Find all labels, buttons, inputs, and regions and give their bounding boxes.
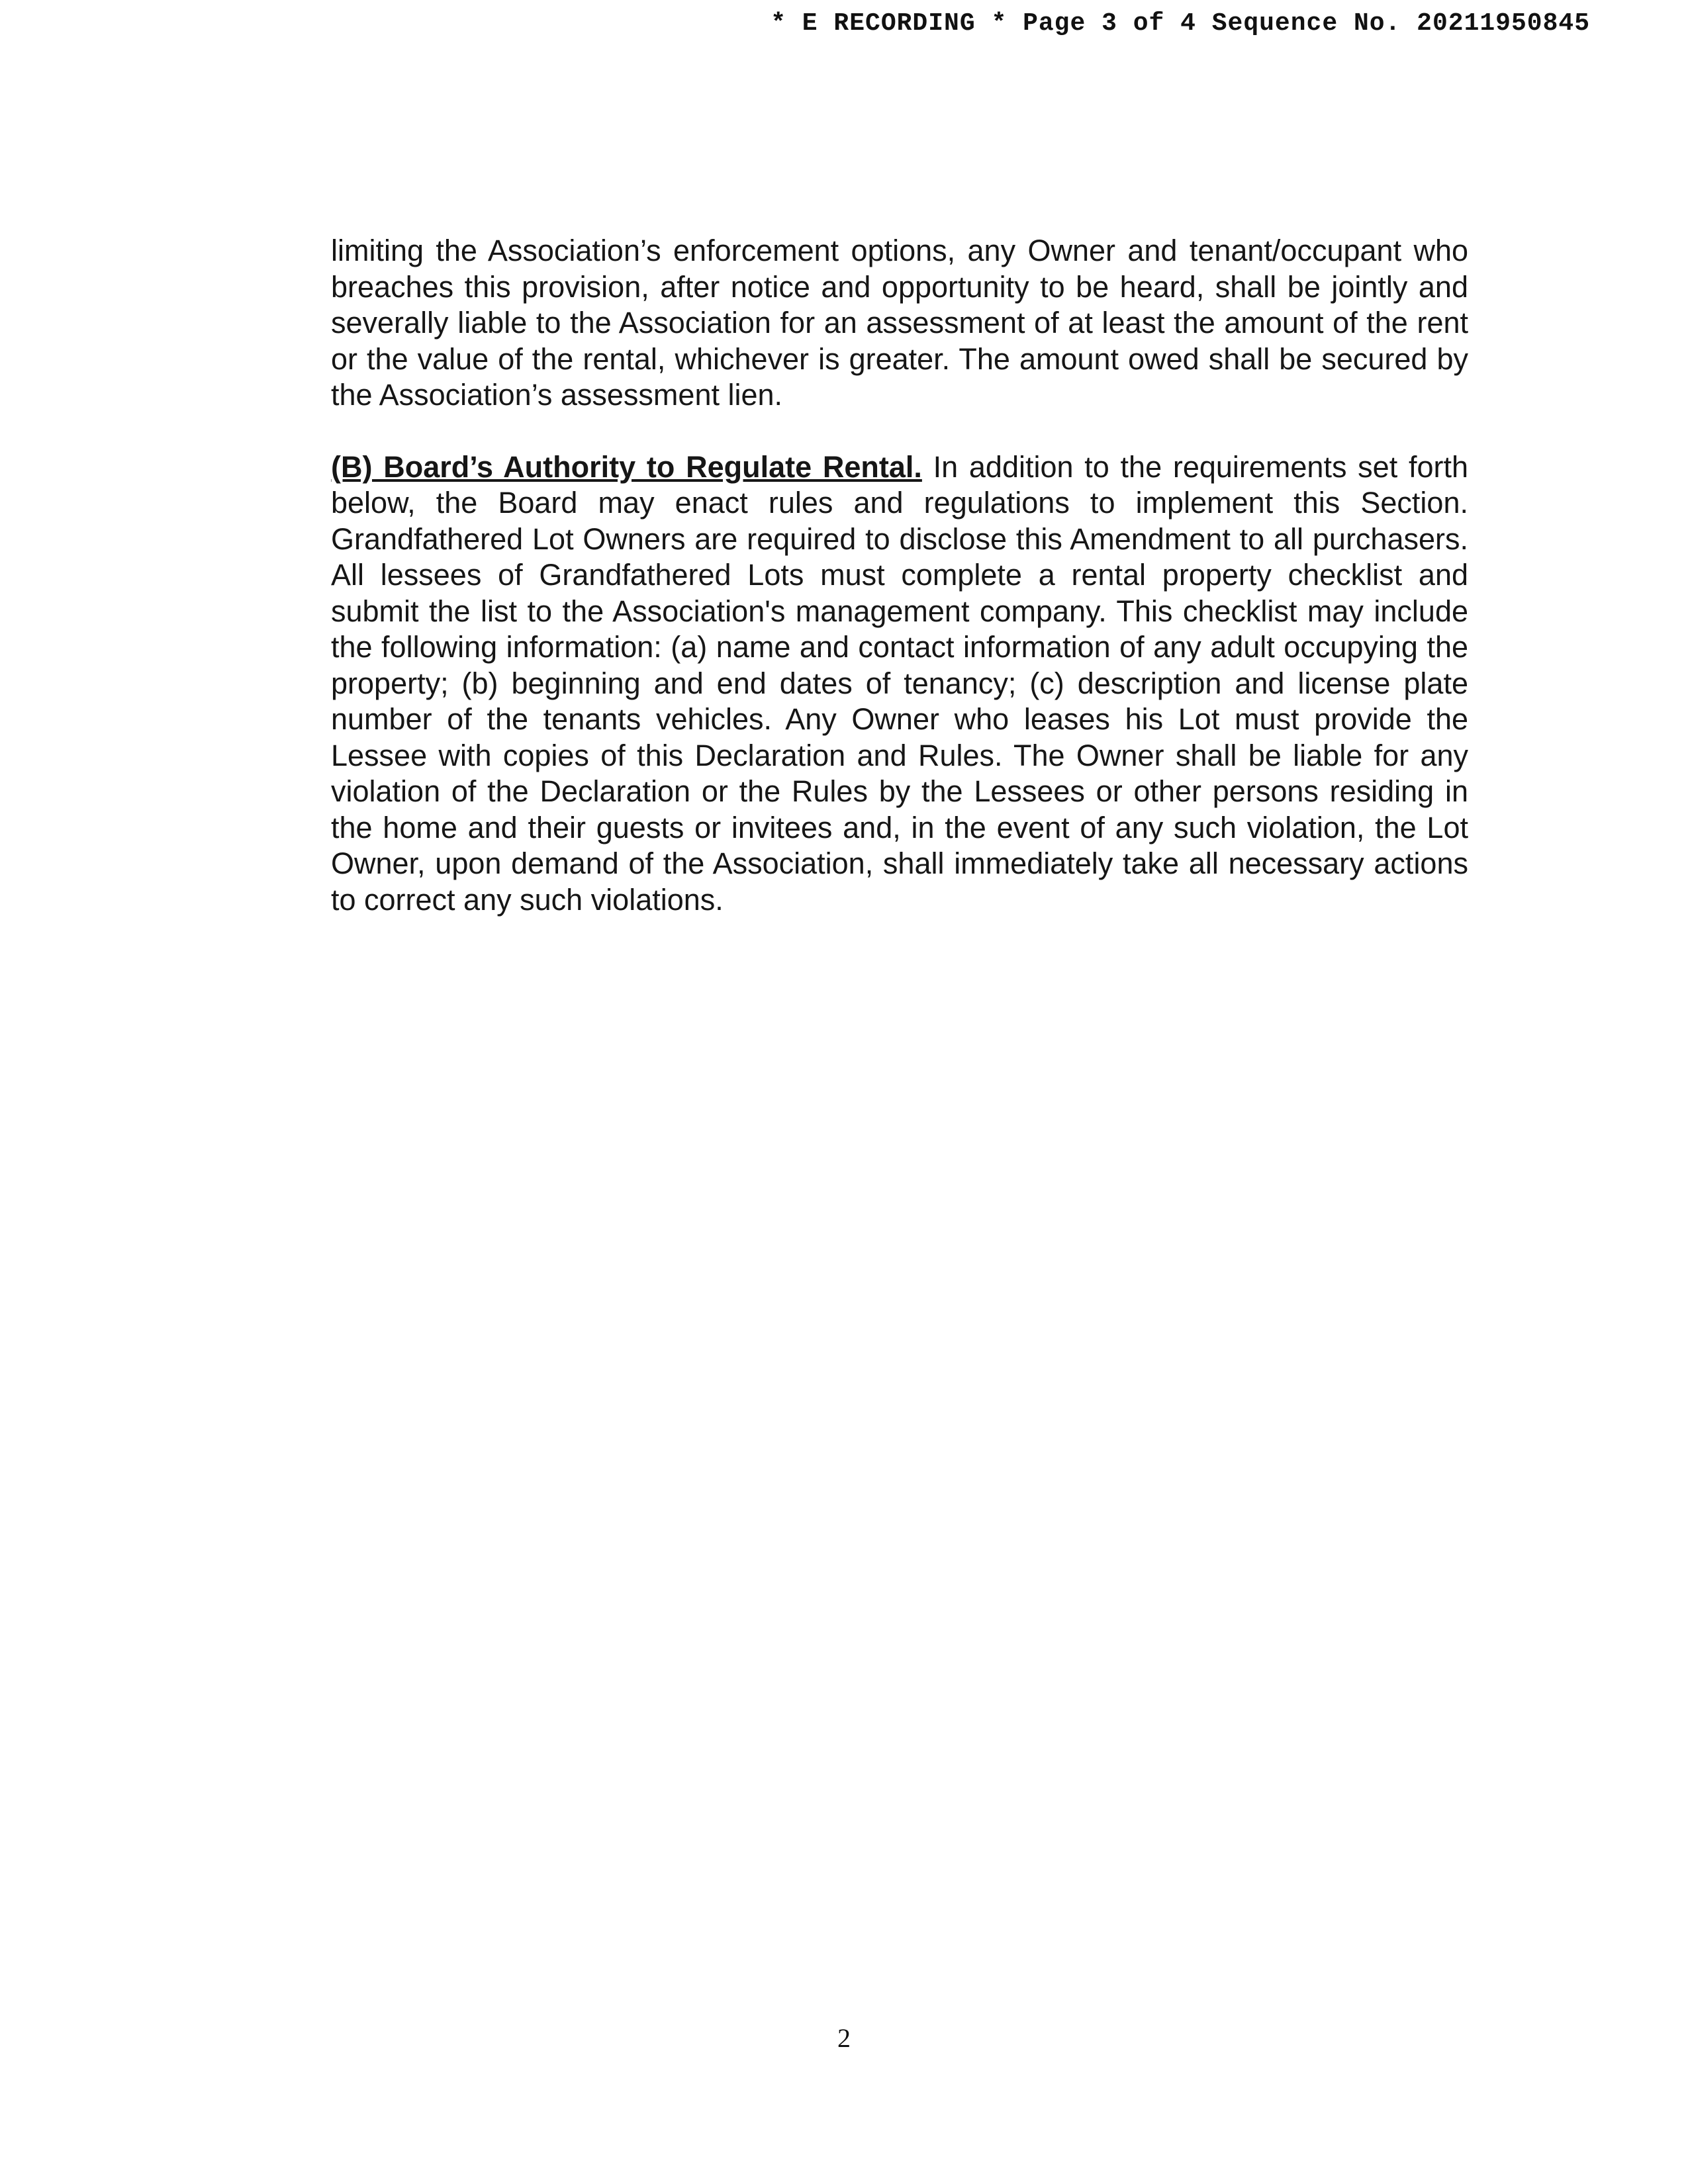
document-body bbox=[331, 233, 1468, 918]
paragraph-enforcement-continuation: limiting the Association’s enforcement options, any Owner and tenant/occupant who breaches this provision, after notice and opportunity to be heard, shall be jointly and severally liable to the Association for an assessment of at least the amount of the rent or the value of the rental, whichever is greater. The amount owed shall be secured by the Association’s assessment lien. bbox=[331, 234, 1468, 412]
section-b-heading: (B) Board’s Authority to Regulate Rental. bbox=[331, 449, 922, 484]
recording-header-stamp: * E RECORDING * Page 3 of 4 Sequence No. 20211950845 bbox=[771, 9, 1590, 38]
section-b-text: In addition to the requirements set forth below, the Board may enact rules and regulations to implement this Section. Grandfathered Lot Owners are required to disclose this Amendment to all purchasers. All lessees of Grandfathered Lots must complete a rental property checklist and submit the list to the Association's management company. This checklist may include the following information: (a) name and contact information of any adult occupying the property; (b) beginning and end dates of tenancy; (c) description and license plate number of the tenants vehicles. Any Owner who leases his Lot must provide the Lessee with copies of this Declaration and Rules. The Owner shall be liable for any violation of the Declaration or the Rules by the Lessees or other persons residing in the home and their guests or invitees and, in the event of any such violation, the Lot Owner, upon demand of the Association, shall immediately take all necessary actions to correct any such violations. bbox=[331, 449, 1468, 917]
paragraph-section-b bbox=[331, 449, 1468, 919]
page-number: 2 bbox=[837, 2023, 851, 2053]
